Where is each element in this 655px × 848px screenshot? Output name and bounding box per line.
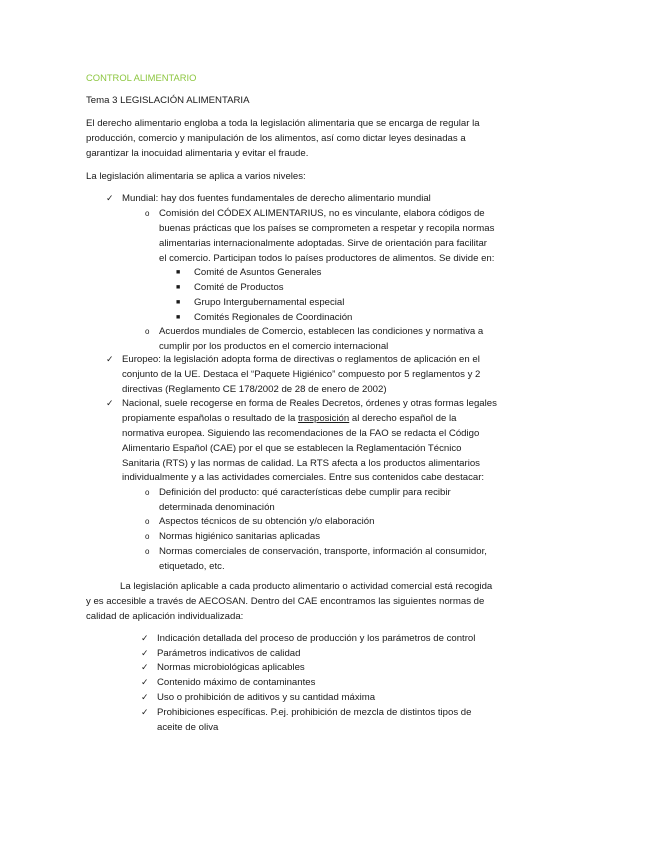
nacional-line-2-end: al derecho español de la	[349, 413, 457, 424]
intro-line-2: producción, comercio y manipulación de los alimentos, así como dictar leyes desinadas a	[86, 133, 466, 144]
square-bullet-icon: ■	[176, 314, 181, 321]
check-icon: ✓	[141, 633, 149, 643]
rts-item-line: Aspectos técnicos de su obtención y/o elaboración	[159, 516, 375, 527]
norm-item: aceite de oliva	[157, 722, 219, 733]
codex-subitem: Comité de Productos	[194, 282, 284, 293]
aecosan-line-3: calidad de aplicación individualizada:	[86, 611, 244, 622]
nacional-line-4: Alimentario Español (CAE) por el que se establecen la Reglamentación Técnico	[122, 443, 462, 454]
codex-subitem: Comité de Asuntos Generales	[194, 267, 322, 278]
check-icon: ✓	[141, 707, 149, 717]
norm-item: Prohibiciones específicas. P.ej. prohibición de mezcla de distintos tipos de	[157, 707, 472, 718]
codex-line-1: Comisión del CÓDEX ALIMENTARIUS, no es vinculante, elabora códigos de	[159, 208, 485, 219]
europeo-line-1: Europeo: la legislación adopta forma de directivas o reglamentos de aplicación en el	[122, 354, 480, 365]
intro-line-1: El derecho alimentario engloba a toda la legislación alimentaria que se encarga de regular la	[86, 118, 480, 129]
check-icon: ✓	[106, 354, 114, 364]
codex-subitem: Comités Regionales de Coordinación	[194, 312, 353, 323]
circle-bullet-icon: o	[145, 517, 150, 526]
check-icon: ✓	[141, 677, 149, 687]
nacional-line-3: normativa europea. Siguiendo las recomendaciones de la FAO se redacta el Código	[122, 428, 480, 439]
levels-intro: La legislación alimentaria se aplica a varios niveles:	[86, 171, 306, 182]
europeo-line-3: directivas (Reglamento CE 178/2002 de 28 de enero de 2002)	[122, 384, 387, 395]
nacional-line-2	[122, 411, 456, 426]
rts-item-line: Normas comerciales de conservación, transporte, información al consumidor,	[159, 546, 487, 557]
codex-line-3: alimentarias internacionalmente adoptadas. Sirve de orientación para facilitar	[159, 238, 487, 249]
check-icon: ✓	[106, 193, 114, 203]
norm-item: Normas microbiológicas aplicables	[157, 662, 305, 673]
check-icon: ✓	[141, 662, 149, 672]
rts-item-line: Definición del producto: qué características debe cumplir para recibir	[159, 487, 451, 498]
codex-line-2: buenas prácticas que los países se comprometen a respetar y recopila normas	[159, 223, 495, 234]
omc-line-1: Acuerdos mundiales de Comercio, establecen las condiciones y normativa a	[159, 326, 484, 337]
rts-item-line: etiquetado, etc.	[159, 561, 225, 572]
codex-subitem: Grupo Intergubernamental especial	[194, 297, 345, 308]
circle-bullet-icon: o	[145, 488, 150, 497]
check-icon: ✓	[141, 648, 149, 658]
intro-line-3: garantizar la inocuidad alimentaria y evitar el fraude.	[86, 148, 309, 159]
circle-bullet-icon: o	[145, 532, 150, 541]
check-icon: ✓	[106, 398, 114, 408]
nacional-line-2-start: propiamente españolas o resultado de la	[122, 413, 299, 424]
aecosan-line-2: y es accesible a través de AECOSAN. Dentro del CAE encontramos las siguientes normas de	[86, 596, 485, 607]
mundial-line-1: Mundial: hay dos fuentes fundamentales de derecho alimentario mundial	[122, 193, 431, 204]
nacional-line-6: individualmente y a las actividades comerciales. Entre sus contenidos cabe destacar:	[122, 472, 485, 483]
document-title: CONTROL ALIMENTARIO	[86, 72, 197, 83]
circle-bullet-icon: o	[145, 547, 150, 556]
norm-item: Indicación detallada del proceso de producción y los parámetros de control	[157, 633, 476, 644]
rts-item-line: determinada denominación	[159, 502, 275, 513]
norm-item: Parámetros indicativos de calidad	[157, 648, 301, 659]
nacional-line-5: Sanitaria (RTS) y las normas de calidad. La RTS afecta a los productos alimentarios	[122, 458, 480, 469]
aecosan-line-1: La legislación aplicable a cada producto alimentario o actividad comercial está recogida	[120, 581, 493, 592]
square-bullet-icon: ■	[176, 269, 181, 276]
circle-bullet-icon: o	[145, 327, 150, 336]
trasposicion-link[interactable]: trasposición	[298, 413, 350, 424]
europeo-line-2: conjunto de la UE. Destaca el “Paquete Higiénico” compuesto por 5 reglamentos y 2	[122, 369, 481, 380]
omc-line-2: cumplir por los productos en el comercio internacional	[159, 341, 389, 352]
rts-item-line: Normas higiénico sanitarias aplicadas	[159, 531, 321, 542]
norm-item: Contenido máximo de contaminantes	[157, 677, 316, 688]
circle-bullet-icon: o	[145, 209, 150, 218]
norm-item: Uso o prohibición de aditivos y su cantidad máxima	[157, 692, 376, 703]
square-bullet-icon: ■	[176, 284, 181, 291]
topic-heading: Tema 3 LEGISLACIÓN ALIMENTARIA	[86, 95, 250, 106]
check-icon: ✓	[141, 692, 149, 702]
nacional-line-1: Nacional, suele recogerse en forma de Reales Decretos, órdenes y otras formas legales	[122, 398, 497, 409]
codex-line-4: el comercio. Participan todos lo países productores de alimentos. Se divide en:	[159, 253, 495, 264]
square-bullet-icon: ■	[176, 299, 181, 306]
